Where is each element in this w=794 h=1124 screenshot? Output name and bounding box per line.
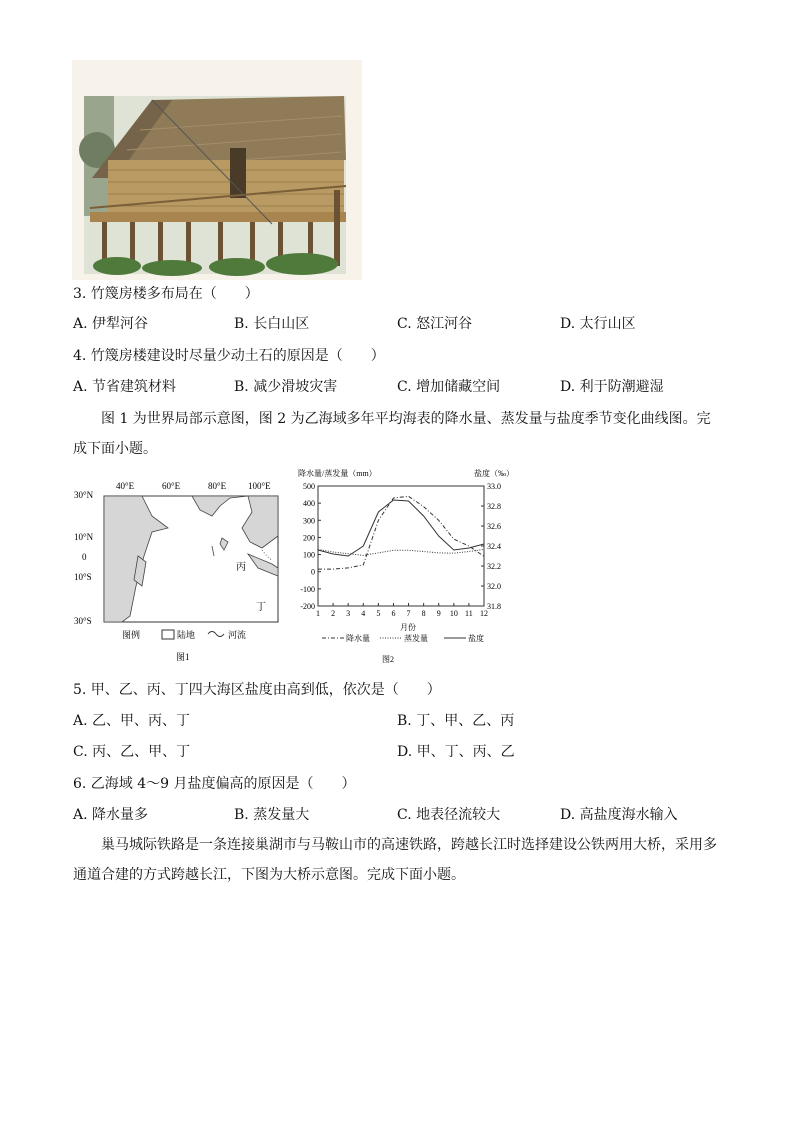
q6-option-d[interactable]: D. 高盐度海水输入 [560,807,678,823]
x-axis-tick-label: 3 [346,609,351,618]
series-line-1 [318,549,484,555]
q6-option-c[interactable]: C. 地表径流较大 [397,807,501,823]
question-4-stem: 4. 竹篾房楼建设时尽量少动土石的原因是（ ） [73,348,385,364]
x-axis-tick-label: 4 [361,609,366,618]
right-axis-tick-label: 31.8 [487,602,501,611]
q5-option-a[interactable]: A. 乙、甲、丙、丁 [73,713,191,729]
place-bing: 丙 [236,562,246,573]
legend-land-swatch [162,630,174,639]
plot-frame [318,486,484,606]
lat-label-0: 0 [82,552,87,562]
left-axis-tick-label: -100 [300,584,315,594]
lat-label-30s: 30°S [74,616,92,626]
right-axis-tick-label: 32.6 [487,522,501,531]
q3-option-c[interactable]: C. 怒江河谷 [397,316,473,332]
q6-option-b[interactable]: B. 蒸发量大 [234,807,310,823]
x-axis-tick-label: 11 [465,609,473,618]
left-axis-tick-label: 400 [303,499,315,509]
q4-option-c[interactable]: C. 增加储藏空间 [397,379,501,395]
x-axis-tick-label: 2 [331,609,336,618]
q3-option-b[interactable]: B. 长白山区 [234,316,310,332]
q5-option-c[interactable]: C. 丙、乙、甲、丁 [73,744,191,760]
figure-1-caption: 图1 [176,652,190,662]
legend-salinity-label: 盐度 [468,634,484,643]
legend-river-label: 河流 [228,630,247,640]
left-axis-tick-label: -200 [300,602,315,611]
intro-paragraph-2: 图 1 为世界局部示意图，图 2 为乙海域多年平均海表的降水量、蒸发量与盐度季节变化曲线图。完成下面小题。 [73,411,711,457]
question-5-stem: 5. 甲、乙、丙、丁四大海区盐度由高到低，依次是（ ） [73,682,441,698]
legend-river-symbol [208,632,224,637]
x-axis-tick-label: 1 [316,609,320,618]
x-axis-tick-label: 8 [421,609,426,618]
intro-paragraph-3: 巢马城际铁路是一条连接巢湖市与马鞍山市的高速铁路，跨越长江时选择建设公铁两用大桥，采用多通道合建的方式跨越长江，下图为大桥示意图。完成下面小题。 [73,837,717,883]
left-axis-tick-label: 200 [303,533,315,543]
legend-title: 图例 [122,630,141,640]
right-axis-tick-label: 32.8 [487,502,501,511]
lon-label-80: 80°E [208,481,227,491]
q5-option-d[interactable]: D. 甲、丁、丙、乙 [397,744,515,760]
x-axis-tick-label: 12 [480,609,488,618]
left-axis-tick-label: 500 [303,482,315,491]
lat-label-10s: 10°S [74,572,92,582]
q3-option-a[interactable]: A. 伊犁河谷 [73,316,149,332]
lat-label-30n: 30°N [74,490,94,500]
legend-precip-label: 降水量 [346,634,370,643]
figure-1-map [72,476,284,666]
right-axis-tick-label: 32.4 [487,542,501,551]
right-axis-tick-label: 32.2 [487,562,501,571]
lat-label-10n: 10°N [74,532,94,542]
figure-2-chart [288,464,522,666]
left-axis-tick-label: 100 [303,550,315,560]
left-axis-tick-label: 0 [311,567,315,577]
lon-label-60: 60°E [162,481,181,491]
question-3-stem: 3. 竹篾房楼多布局在（ ） [73,286,259,302]
chart-ylabel-right: 盐度（‰） [474,469,514,478]
q4-option-b[interactable]: B. 减少滑坡灾害 [234,379,338,395]
x-axis-tick-label: 9 [436,609,441,618]
q4-option-a[interactable]: A. 节省建筑材料 [73,379,177,395]
x-axis-tick-label: 7 [406,609,411,618]
x-axis-tick-label: 6 [391,609,396,618]
right-axis-tick-label: 33.0 [487,482,501,491]
x-axis-tick-label: 10 [449,609,458,618]
q6-option-a[interactable]: A. 降水量多 [73,807,149,823]
figure-2-caption: 图2 [382,655,394,664]
q5-option-b[interactable]: B. 丁、甲、乙、丙 [397,713,515,729]
x-axis-tick-label: 5 [376,609,381,618]
right-axis-tick-label: 32.0 [487,582,501,591]
lon-label-100: 100°E [248,481,271,491]
series-line-0 [318,496,484,569]
bamboo-house-photo [72,60,362,280]
chart-xlabel: 月份 [400,623,416,632]
series-line-2 [318,500,484,556]
lon-label-40: 40°E [116,481,135,491]
chart-ylabel-left: 降水量/蒸发量（mm） [298,469,377,478]
q3-option-d[interactable]: D. 太行山区 [560,316,636,332]
legend-land-label: 陆地 [177,630,196,640]
question-6-stem: 6. 乙海域 4～9 月盐度偏高的原因是（ ） [73,776,356,792]
legend-evap-label: 蒸发量 [404,634,428,643]
place-ding: 丁 [256,602,266,613]
left-axis-tick-label: 300 [303,516,315,526]
q4-option-d[interactable]: D. 利于防潮避湿 [560,379,664,395]
